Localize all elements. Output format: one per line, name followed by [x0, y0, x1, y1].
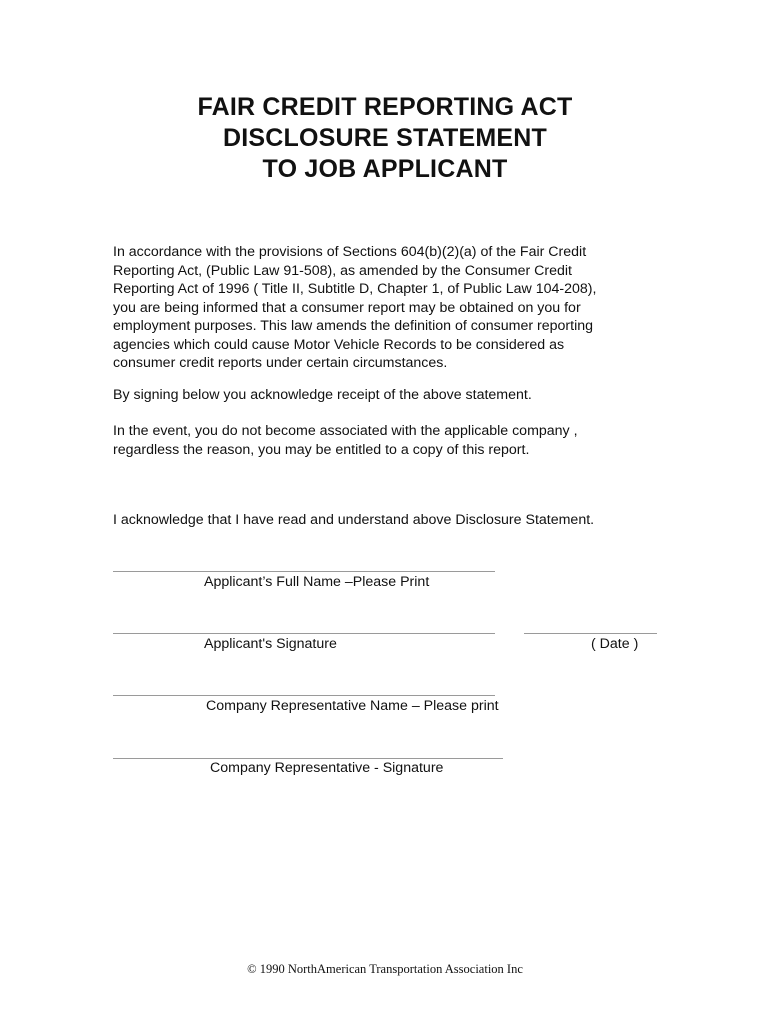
applicant-name-label: Applicant’s Full Name –Please Print — [204, 574, 430, 590]
applicant-signature-line[interactable] — [113, 633, 495, 634]
copyright-footer: © 1990 NorthAmerican Transportation Association Inc — [247, 962, 523, 976]
intro-line: In accordance with the provisions of Sections 604(b)(2)(a) of the Fair Credit — [113, 244, 587, 260]
rep-name-label: Company Representative Name – Please print — [206, 698, 499, 714]
event-paragraph — [113, 422, 653, 459]
rep-signature-label: Company Representative - Signature — [210, 760, 444, 776]
title-line-1: FAIR CREDIT REPORTING ACT — [197, 93, 573, 121]
intro-line: employment purposes. This law amends the definition of consumer reporting — [113, 318, 593, 334]
title-line-2: DISCLOSURE STATEMENT — [223, 124, 547, 152]
acknowledge-receipt-text: By signing below you acknowledge receipt of the above statement. — [113, 387, 532, 403]
applicant-name-line[interactable] — [113, 571, 495, 572]
applicant-signature-label: Applicant's Signature — [204, 636, 337, 652]
event-line: regardless the reason, you may be entitled to a copy of this report. — [113, 441, 530, 458]
event-line: In the event, you do not become associated with the applicable company , — [113, 423, 578, 439]
intro-line: Reporting Act of 1996 ( Title II, Subtitle D, Chapter 1, of Public Law 104-208), — [113, 281, 597, 297]
title-line-3: TO JOB APPLICANT — [262, 155, 508, 183]
intro-line: Reporting Act, (Public Law 91-508), as amended by the Consumer Credit — [113, 262, 572, 279]
intro-line: agencies which could cause Motor Vehicle Records to be considered as — [113, 336, 565, 353]
document-title — [0, 92, 770, 185]
date-line[interactable] — [524, 633, 657, 634]
intro-line: consumer credit reports under certain circumstances. — [113, 355, 448, 371]
acknowledge-receipt-paragraph — [113, 386, 653, 405]
acknowledge-read-paragraph — [113, 511, 653, 530]
intro-line: you are being informed that a consumer report may be obtained on you for — [113, 299, 581, 316]
acknowledge-read-text: I acknowledge that I have read and understand above Disclosure Statement. — [113, 512, 595, 528]
rep-name-line[interactable] — [113, 695, 495, 696]
intro-paragraph — [113, 243, 653, 373]
date-label: ( Date ) — [591, 636, 639, 652]
